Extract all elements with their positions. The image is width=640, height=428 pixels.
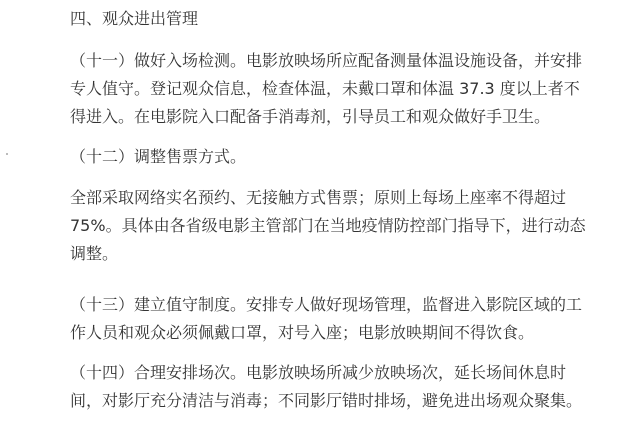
- paragraph-ticketing-heading: [70, 143, 610, 171]
- text-line: 间，对影厅充分清洁与消毒；不同影厅错时排场，避免进出场观众聚集。: [70, 391, 583, 410]
- text-line: 得进入。在电影院入口配备手消毒剂，引导员工和观众做好手卫生。: [70, 107, 551, 126]
- text-line: （十一）做好入场检测。电影放映场所应配备测量体温设施设备，并安排: [70, 51, 583, 70]
- paragraph-ticketing-body: [70, 184, 610, 268]
- text-line: （十二）调整售票方式。: [70, 147, 247, 166]
- text-line: 专人值守。登记观众信息，检查体温，未戴口罩和体温 37.3 度以上者不: [70, 79, 580, 98]
- text-line: 全部采取网络实名预约、无接触方式售票；原则上每场上座率不得超过: [70, 188, 567, 207]
- text-line: （十三）建立值守制度。安排专人做好现场管理，监督进入影院区域的工: [70, 295, 583, 314]
- paragraph-scheduling: [70, 359, 610, 415]
- stray-dot: [6, 153, 8, 155]
- section-title: 四、观众进出管理: [70, 9, 199, 28]
- paragraph-duty-system: [70, 291, 610, 347]
- text-line: 调整。: [70, 244, 119, 263]
- paragraph-entry-check: [70, 47, 610, 131]
- text-line: （十四）合理安排场次。电影放映场所减少放映场次，延长场间休息时: [70, 363, 567, 382]
- text-line: 75%。具体由各省级电影主管部门在当地疫情防控部门指导下，进行动态: [70, 216, 586, 235]
- text-line: 作人员和观众必须佩戴口罩，对号入座；电影放映期间不得饮食。: [70, 323, 535, 342]
